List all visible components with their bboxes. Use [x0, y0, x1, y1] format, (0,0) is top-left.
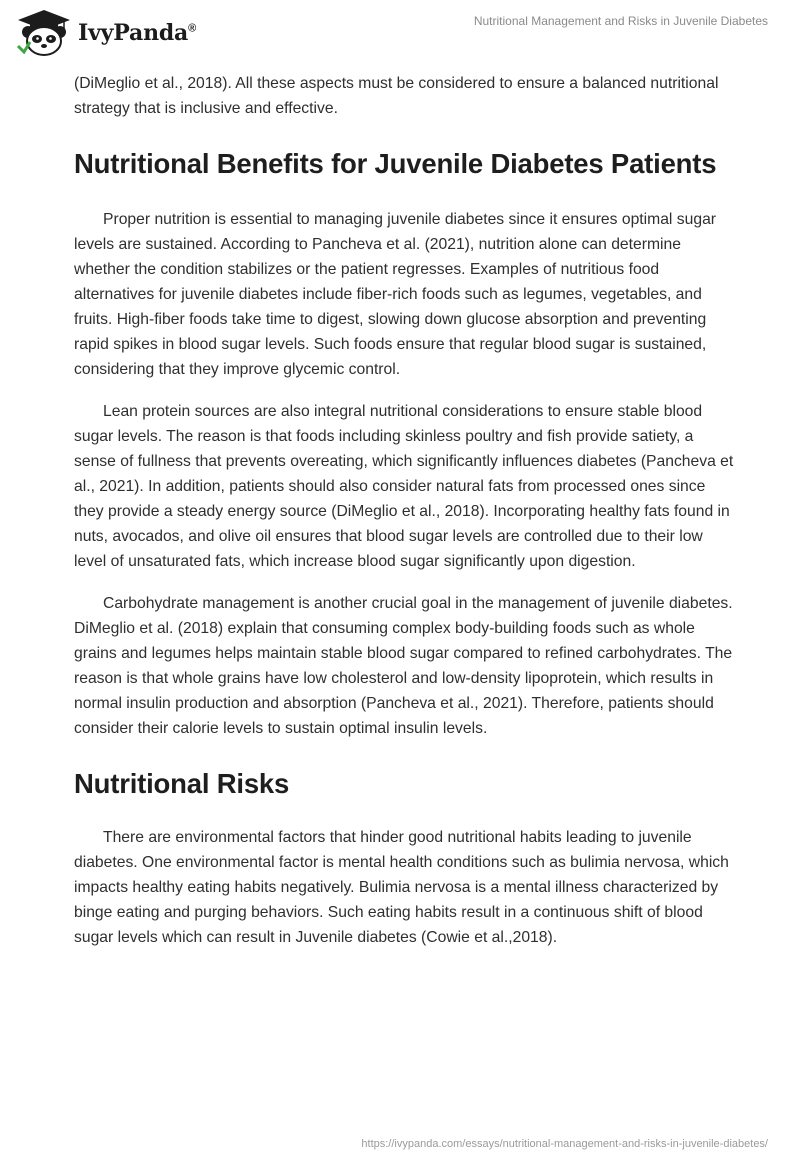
section-heading-nutritional-benefits: Nutritional Benefits for Juvenile Diabetes Patients: [74, 148, 717, 179]
panda-graduation-icon: [16, 8, 72, 58]
page-header: [0, 0, 800, 68]
paragraph: There are environmental factors that hinder good nutritional habits leading to juvenile diabetes. One environmental factor is mental health conditions such as bulimia nervosa, which impacts healthy eating habits negatively. Bulimia nervosa is a mental illness characterized by binge eating and purging behaviors. Such eating habits result in a continuous shift of blood sugar levels which can result in Juvenile diabetes (Cowie et al.,2018).: [74, 829, 729, 946]
essay-content: [74, 71, 734, 950]
source-url[interactable]: https://ivypanda.com/essays/nutritional-management-and-risks-in-juvenile-diabetes/: [361, 1138, 768, 1150]
brand-name: IvyPanda®: [78, 20, 197, 46]
paragraph: Proper nutrition is essential to managing juvenile diabetes since it ensures optimal sugar levels are sustained. According to Pancheva et al. (2021), nutrition alone can determine whether the condition stabilizes or the patient regresses. Examples of nutritious food alternatives for juvenile diabetes include fiber-rich foods such as legumes, vegetables, and fruits. High-fiber foods take time to digest, slowing down glucose absorption and preventing rapid spikes in blood sugar levels. Such foods ensure that regular blood sugar is sustained, considering that they improve glycemic control.: [74, 211, 717, 378]
intro-paragraph: (DiMeglio et al., 2018). All these aspects must be considered to ensure a balanced nutritional strategy that is inclusive and effective.: [74, 75, 719, 117]
paragraph: Carbohydrate management is another crucial goal in the management of juvenile diabetes. DiMeglio et al. (2018) explain that consuming complex body-building foods such as whole grains and legumes helps maintain stable blood sugar compared to refined carbohydrates. The reason is that whole grains have low cholesterol and low-density lipoprotein, which results in normal insulin production and absorption (Pancheva et al., 2021). Therefore, patients should consider their calorie levels to sustain optimal insulin levels.: [74, 595, 733, 737]
paragraph: Lean protein sources are also integral nutritional considerations to ensure stable blood sugar levels. The reason is that foods including skinless poultry and fish provide satiety, a sense of fullness that prevents overeating, which significantly influences diabetes (Pancheva et al., 2021). In addition, patients should also consider natural fats from processed ones since they provide a steady energy source (DiMeglio et al., 2018). Incorporating healthy fats found in nuts, avocados, and olive oil ensures that blood sugar levels are controlled due to their low level of unsaturated fats, which increase blood sugar significantly upon digestion.: [74, 403, 734, 570]
document-title: Nutritional Management and Risks in Juvenile Diabetes: [473, 14, 768, 28]
section-heading-nutritional-risks: Nutritional Risks: [74, 768, 290, 799]
brand-logo[interactable]: [16, 8, 196, 58]
